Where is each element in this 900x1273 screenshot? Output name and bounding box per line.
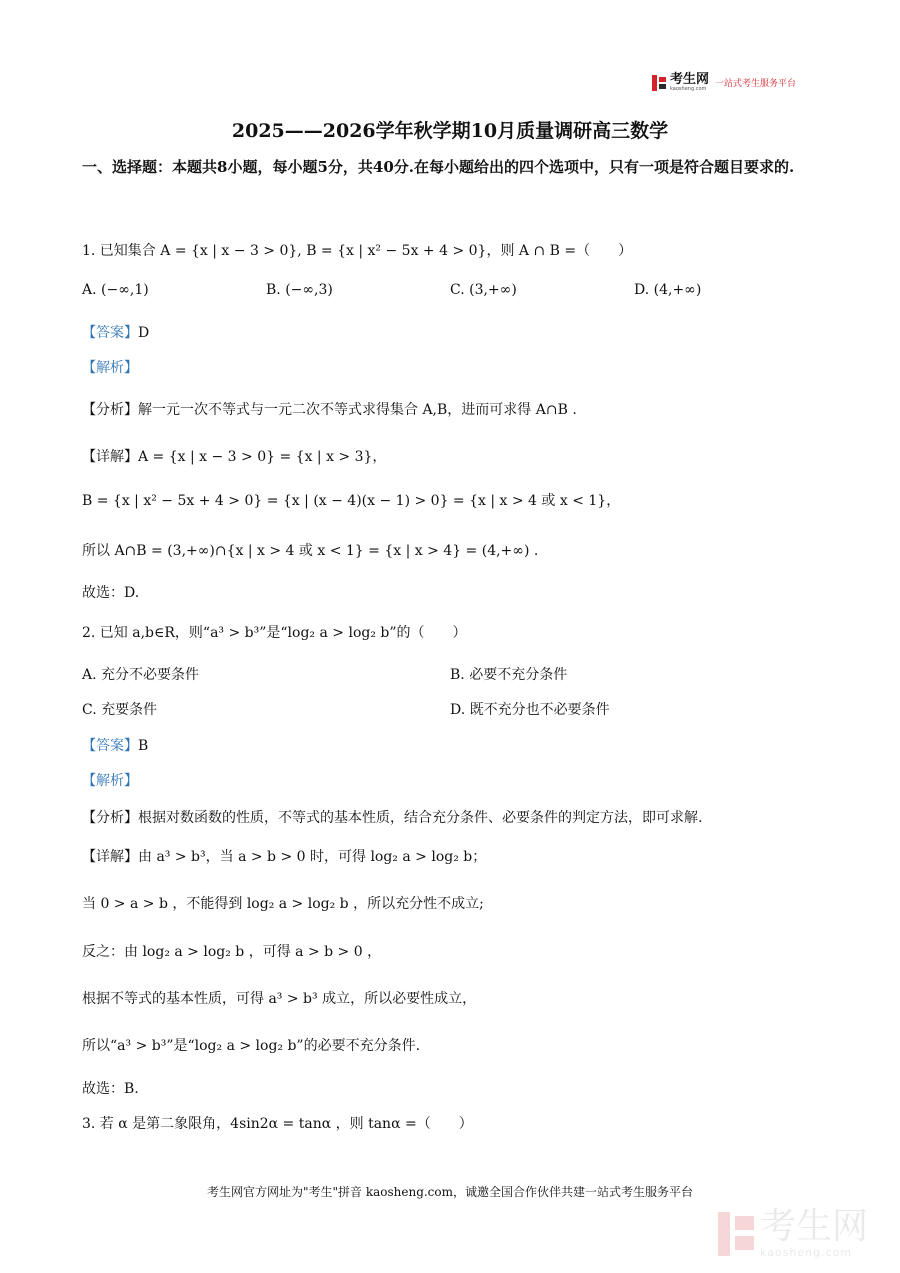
question-1-stem: 1. 已知集合 A = {x | x − 3 > 0}, B = {x | x² − 5x + 4 > 0}，则 A ∩ B =（ ） [82, 243, 633, 259]
watermark-url: kaosheng.com [760, 1246, 853, 1259]
logo-name: 考生网 [670, 72, 710, 87]
q2-line-conclusion: 所以“a³ > b³”是“log₂ a > log₂ b”的必要不充分条件. [82, 1038, 421, 1054]
answer-tag: 【答案】 [82, 738, 138, 754]
logo-text [670, 73, 709, 92]
q1-option-d: D. (4,+∞) [634, 282, 702, 298]
q1-line-analysis: 【分析】解一元一次不等式与一元二次不等式求得集合 A,B，进而可求得 A∩B . [82, 402, 577, 418]
question-3-stem: 3. 若 α 是第二象限角，4sin2α = tanα ，则 tanα =（ ） [82, 1116, 473, 1132]
page-title: 2025——2026学年秋学期10月质量调研高三数学 [231, 120, 669, 142]
q2-option-a: A. 充分不必要条件 [82, 667, 200, 683]
logo-slogan: 一站式考生服务平台 [715, 79, 797, 89]
logo-url: kaosheng.com [670, 86, 707, 92]
q1-option-c: C. (3,+∞) [450, 282, 517, 298]
q1-line-conclusion: 所以 A∩B = (3,+∞)∩{x | x > 4 或 x < 1} = {x | x > 4} = (4,+∞) . [82, 543, 539, 559]
answer-tag: 【答案】 [82, 325, 138, 341]
kaosheng-watermark-icon [718, 1212, 754, 1256]
q1-answer [82, 322, 149, 342]
kaosheng-logo-icon [652, 75, 666, 91]
q1-line-choice: 故选：D. [82, 585, 140, 601]
header-logo [652, 73, 796, 92]
answer-value: D [138, 325, 150, 341]
q2-option-d: D. 既不充分也不必要条件 [450, 702, 610, 718]
section-heading: 一、选择题：本题共8小题，每小题5分，共40分.在每小题给出的四个选项中，只有一项是符合题目要求的. [82, 158, 795, 176]
watermark-name: 考生网 [760, 1206, 869, 1247]
q2-option-b: B. 必要不充分条件 [450, 667, 568, 683]
q1-option-a: A. (−∞,1) [82, 282, 149, 298]
watermark-text [760, 1208, 868, 1259]
q2-option-c: C. 充要条件 [82, 702, 158, 718]
q1-line-detail: 【详解】A = {x | x − 3 > 0} = {x | x > 3}， [82, 449, 387, 465]
q2-line-choice: 故选：B. [82, 1081, 139, 1097]
q2-line-necessity: 根据不等式的基本性质，可得 a³ > b³ 成立，所以必要性成立， [82, 991, 477, 1007]
q2-line-sufficiency: 当 0 > a > b ，不能得到 log₂ a > log₂ b ，所以充分性不成立; [82, 896, 484, 912]
q1-option-b: B. (−∞,3) [266, 282, 333, 298]
page-footer: 考生网官方网址为"考生"拼音 kaosheng.com，诚邀全国合作伙伴共建一站式考生服务平台 [206, 1185, 694, 1199]
q1-line-set-b: B = {x | x² − 5x + 4 > 0} = {x | (x − 4)(x − 1) > 0} = {x | x > 4 或 x < 1}， [82, 493, 621, 509]
q2-line-detail: 【详解】由 a³ > b³，当 a > b > 0 时，可得 log₂ a > log₂ b； [82, 849, 487, 865]
q2-line-analysis: 【分析】根据对数函数的性质，不等式的基本性质，结合充分条件、必要条件的判定方法，即可求解. [82, 810, 703, 826]
q2-line-converse: 反之：由 log₂ a > log₂ b ，可得 a > b > 0 ， [82, 944, 382, 960]
watermark [718, 1208, 868, 1259]
q1-analysis-tag: 【解析】 [82, 360, 138, 376]
answer-value: B [138, 738, 149, 754]
q2-analysis-tag: 【解析】 [82, 773, 138, 789]
question-2-stem: 2. 已知 a,b∈R，则“a³ > b³”是“log₂ a > log₂ b”的（ ） [82, 625, 467, 641]
q2-answer [82, 735, 148, 755]
